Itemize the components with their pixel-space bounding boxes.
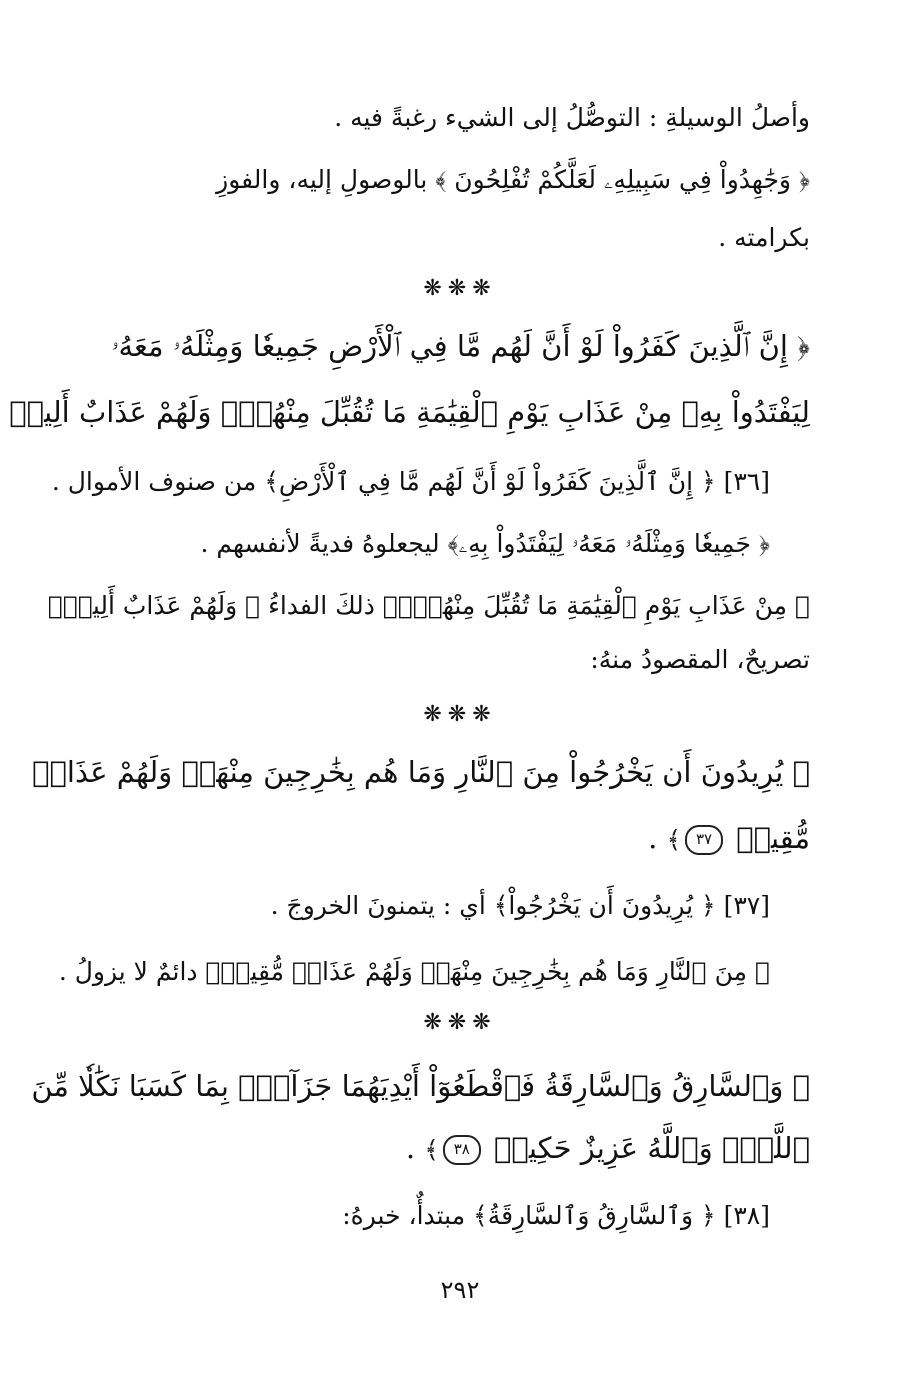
verse-line (110, 818, 810, 862)
closing-bracket: ﴾ (424, 1135, 439, 1164)
closing-bracket: ﴾ (666, 825, 682, 854)
page-number: ٢٩٢ (440, 1276, 480, 1304)
verse-text: مُّقِيمٞ (736, 821, 810, 855)
verse-line: ﴿ إِنَّ ٱلَّذِينَ كَفَرُواْ لَوْ أَنَّ لَهُم مَّا فِي ٱلْأَرْضِ جَمِيعٗا وَمِثْلَهُۥ مَعَهُۥ (111, 329, 810, 363)
commentary-line: [٣٨] ﴿ وَٱلسَّارِقُ وَٱلسَّارِقَةُ﴾ مبتدأٌ، خبرهُ: (342, 1201, 770, 1230)
verse-line (9, 392, 810, 436)
commentary-line: [٣٦] ﴿ إِنَّ ٱلَّذِينَ كَفَرُواْ لَوْ أَنَّ لَهُم مَّا فِي ٱلْأَرْضِ﴾ من صنوف الأموال . (51, 467, 770, 496)
commentary-line: ﴿ مِنَ ٱلنَّارِ وَمَا هُم بِخَٰرِجِينَ مِنْهَاۖ وَلَهُمْ عَذَابٞ مُّقِيمٞ﴾ دائمٌ لا يزولُ . (58, 957, 770, 986)
commentary-line: [٣٧] ﴿ يُرِيدُونَ أَن يَخْرُجُواْ﴾ أي : يتمنونَ الخروجَ . (270, 891, 770, 920)
commentary-line: ﴿ جَمِيعٗا وَمِثْلَهُۥ مَعَهُۥ لِيَفْتَدُواْ بِهِۦ﴾ ليجعلوهُ فديةً لأنفسهم . (200, 529, 770, 558)
verse-number-icon: ٣٨ (443, 1135, 481, 1165)
verse-line: ﴿ يُرِيدُونَ أَن يَخْرُجُواْ مِنَ ٱلنَّارِ وَمَا هُم بِخَٰرِجِينَ مِنْهَاۖ وَلَهُمْ عَذَابٞ (32, 755, 810, 789)
verse-text: ٱللَّهِۗ وَٱللَّهُ عَزِيزٌ حَكِيمٞ (494, 1131, 810, 1165)
end-dot: . (648, 821, 658, 855)
commentary-line: بكرامته . (718, 223, 810, 252)
verse-line (110, 1128, 810, 1172)
commentary-line: ﴿ وَجَٰهِدُواْ فِي سَبِيلِهِۦ لَعَلَّكُمْ تُفْلِحُونَ ﴾ بالوصولِ إليه، والفوزِ (216, 165, 810, 194)
section-separator: ❋❋❋ (423, 276, 497, 301)
verse-number-icon: ٣٧ (685, 825, 723, 855)
section-separator: ❋❋❋ (423, 702, 497, 727)
commentary-line: وأصلُ الوسيلةِ : التوصُّلُ إلى الشيء رغبةً فيه . (334, 103, 810, 132)
commentary-line: ﴿ مِنْ عَذَابِ يَوْمِ ٱلْقِيَٰمَةِ مَا تُقُبِّلَ مِنْهُمْۖ﴾ ذلكَ الفداءُ ﴿ وَلَهُمْ عَذَابٌ أَلِيمٞ﴾ (47, 591, 810, 620)
commentary-line: تصريحٌ، المقصودُ منهُ: (590, 645, 810, 674)
verse-line: ﴿ وَٱلسَّارِقُ وَٱلسَّارِقَةُ فَٱقْطَعُوٓاْ أَيْدِيَهُمَا جَزَآءَۢ بِمَا كَسَبَا نَكَٰلٗا مِّنَ (31, 1069, 810, 1103)
section-separator: ❋❋❋ (423, 1010, 497, 1035)
verse-text: لِيَفْتَدُواْ بِهِۦ مِنْ عَذَابِ يَوْمِ ٱلْقِيَٰمَةِ مَا تُقُبِّلَ مِنْهُمْۖ وَلَهُمْ عَذَابٌ أَلِيمٞ (9, 395, 810, 429)
end-dot: . (405, 1131, 416, 1165)
